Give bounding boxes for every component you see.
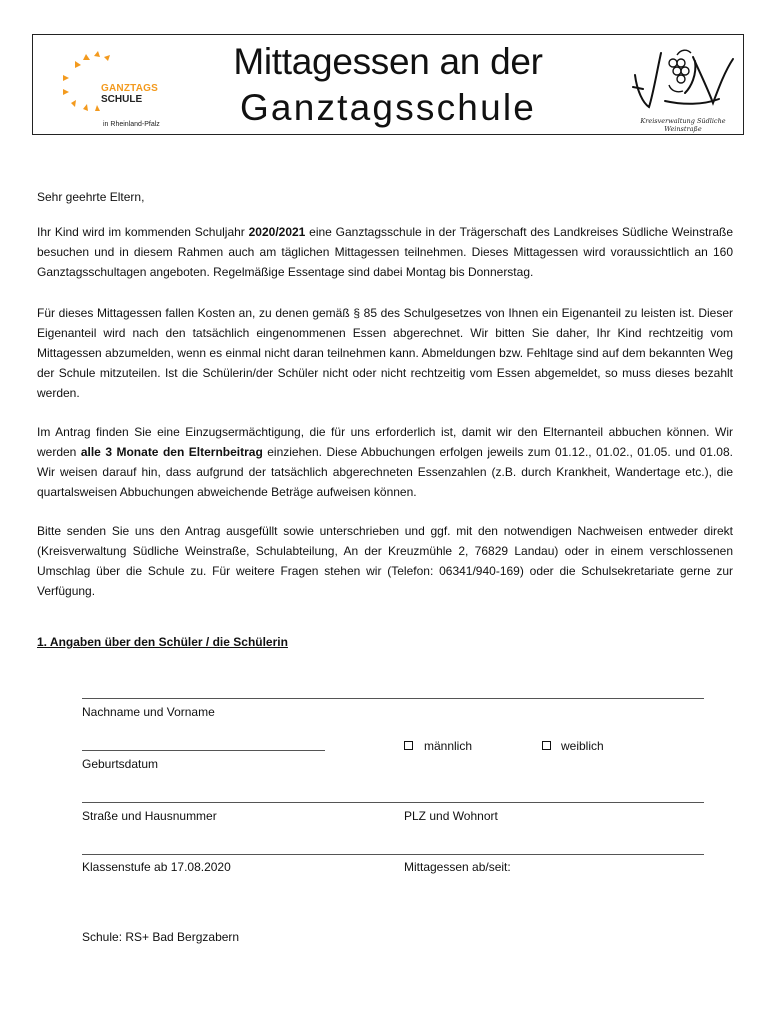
- salutation: Sehr geehrte Eltern,: [37, 190, 145, 204]
- male-checkbox[interactable]: [404, 741, 413, 750]
- logo-text-region: in Rheinland-Pfalz: [103, 121, 160, 128]
- school-year: 2020/2021: [248, 225, 306, 239]
- paragraph-intro-text-a: Ihr Kind wird im kommenden Schuljahr: [37, 225, 249, 239]
- section-heading-student: 1. Angaben über den Schüler / die Schülerin: [37, 635, 288, 649]
- city-label: PLZ und Wohnort: [404, 809, 498, 823]
- paragraph-direct-debit-text-a: Im Antrag finden Sie eine Einzugsermächtigung, die für uns erforderlich ist, damit wir den Elternanteil abbuchen können. Wir werden: [37, 425, 733, 459]
- name-input-line[interactable]: [82, 698, 704, 699]
- logo-text-schule: SCHULE: [101, 94, 143, 105]
- grade-input-line[interactable]: [82, 854, 704, 855]
- logo-text-ganztags: GANZTAGS: [101, 83, 158, 94]
- document-title-line1: Mittagessen an der: [233, 41, 543, 82]
- paragraph-costs: Für dieses Mittagessen fallen Kosten an, zu denen gemäß § 85 des Schulgesetzes von Ihnen ein Eigenanteil zu leisten ist. Dieser Eigenanteil wird nach den tatsächlich eingenommenen Essen abgerechnet. Wir bitten Sie daher, Ihr Kind rechtzeitig vom Mittagessen abzumelden, wenn es einmal nicht daran teilnehmen kann. Abmeldungen bzw. Fehltage sind auf dem bekannten Weg der Schule mitzuteilen. Ist die Schülerin/der Schüler nicht oder nicht rechtzeitig vom Essen abgemeldet, so muss dieses bezahlt werden.: [37, 306, 733, 400]
- female-label: weiblich: [561, 739, 604, 753]
- address-input-line[interactable]: [82, 802, 704, 803]
- document-header: [32, 34, 744, 135]
- paragraph-direct-debit: [37, 422, 733, 502]
- paragraph-submission: Bitte senden Sie uns den Antrag ausgefüllt sowie unterschrieben und ggf. mit den notwendigen Nachweisen entweder direkt (Kreisverwaltung Südliche Weinstraße, Schulabteilung, An der Kreuzmühle 2, 76829 Landau) oder in einem verschlossenen Umschlag über die Schule zu. Für weitere Fragen stehen wir (Telefon: 06341/940-169) oder die Schulsekretariate gerne zur Verfügung.: [37, 524, 733, 598]
- paragraph-direct-debit-text-b: einziehen. Diese Abbuchungen erfolgen jeweils zum 01.12., 01.02., 01.05. und 01.08. Wir weisen darauf hin, dass aufgrund der tatsächlich abgerechneten Essenzahlen (z.B. durch Krankheit, Wandertage etc.), die quartalsweisen Abbuchungen abweichende Beträge aufweisen können.: [37, 445, 733, 499]
- grape-vine-emblem-icon: [625, 41, 741, 117]
- male-label: männlich: [424, 739, 473, 753]
- debit-interval: alle 3 Monate den Elternbeitrag: [80, 445, 263, 459]
- name-label: Nachname und Vorname: [82, 705, 215, 719]
- document-title-line2: Ganztagsschule: [239, 87, 537, 128]
- school-name: Schule: RS+ Bad Bergzabern: [82, 930, 240, 944]
- kreisverwaltung-logo: [625, 41, 741, 133]
- birthdate-input-line[interactable]: [82, 750, 325, 751]
- street-label: Straße und Hausnummer: [82, 809, 217, 823]
- female-checkbox[interactable]: [542, 741, 551, 750]
- ganztagsschule-logo: [53, 45, 183, 127]
- logo-caption: Kreisverwaltung Südliche Weinstraße: [640, 117, 726, 133]
- paragraph-intro: [37, 222, 733, 282]
- birthdate-label: Geburtsdatum: [82, 757, 159, 771]
- paragraph-intro-text-b: eine Ganztagsschule in der Trägerschaft des Landkreises Südliche Weinstraße besuchen und in diesem Rahmen auch am täglichen Mittagessen teilnehmen. Dieses Mittagessen wird voraussichtlich an 160 Ganztagsschultagen angeboten. Regelmäßige Essentage sind dabei Montag bis Donnerstag.: [37, 225, 733, 279]
- lunch-start-label: Mittagessen ab/seit:: [404, 860, 511, 874]
- grade-label: Klassenstufe ab 17.08.2020: [82, 860, 231, 874]
